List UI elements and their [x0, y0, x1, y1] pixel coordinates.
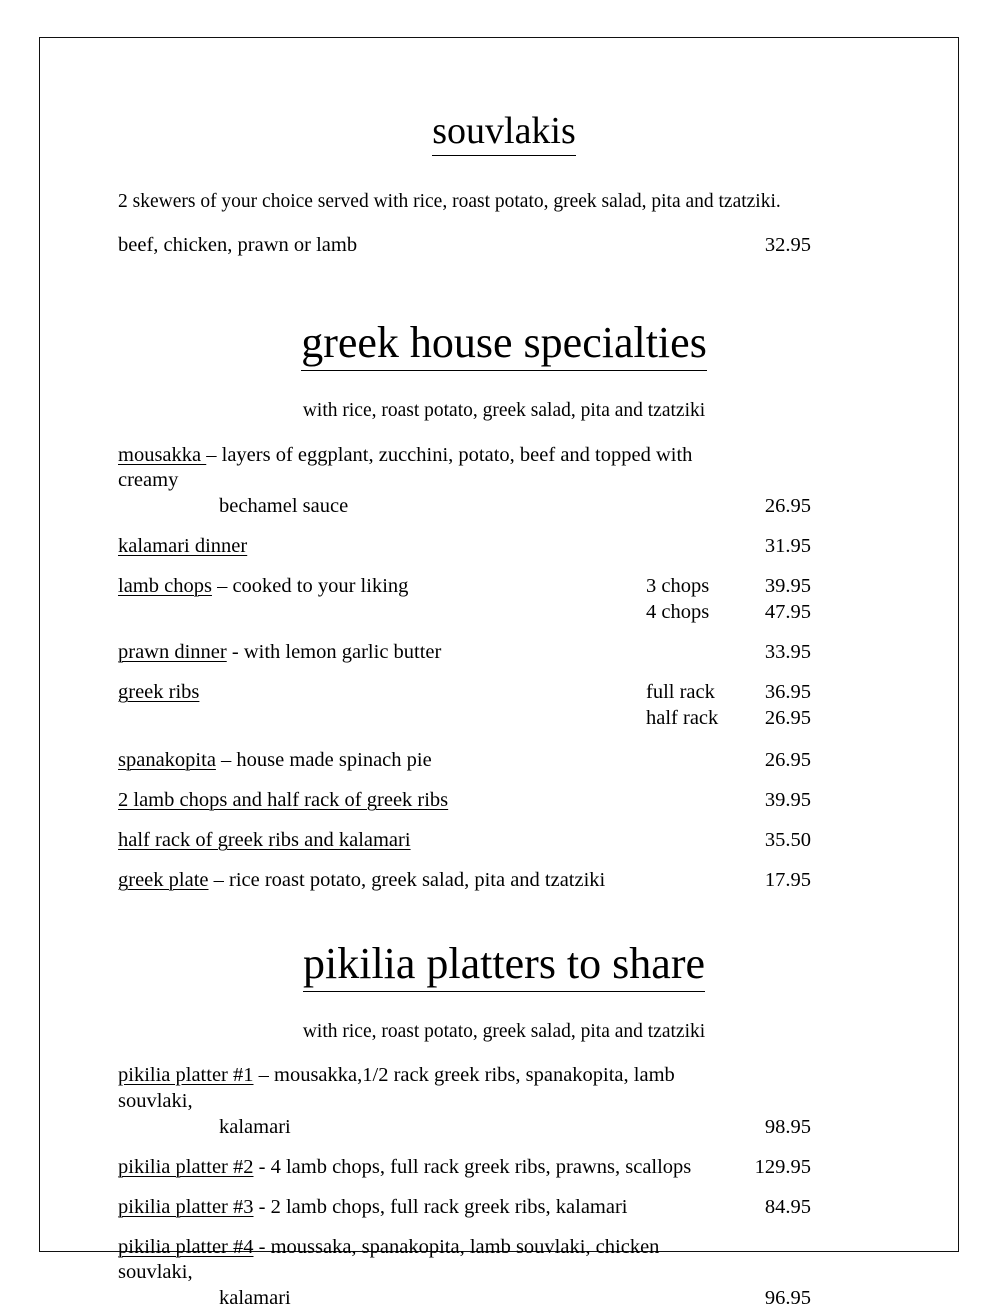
menu-item-continuation: kalamari: [219, 1115, 291, 1138]
menu-item-qualifier: 3 chops: [646, 575, 710, 598]
spacer: [118, 213, 890, 233]
menu-item-name: prawn dinner: [118, 641, 227, 664]
spacer: [118, 732, 890, 748]
menu-item-row[interactable]: [118, 534, 890, 560]
spacer: [118, 626, 890, 640]
menu-item-name: 2 lamb chops and half rack of greek ribs: [118, 789, 449, 812]
menu-item-row[interactable]: [118, 1235, 890, 1286]
menu-item-name: greek plate: [118, 869, 209, 892]
menu-item-price: 35.50: [764, 829, 811, 852]
menu-item-price: 39.95: [764, 575, 811, 598]
menu-item-row[interactable]: [118, 680, 890, 706]
menu-item-dash: –: [215, 749, 237, 772]
menu-item-name: pikilia platter #4: [118, 1235, 254, 1258]
menu-item-continuation: bechamel sauce: [219, 495, 349, 518]
menu-item-price: 26.95: [764, 707, 811, 730]
menu-item-description: layers of eggplant, zucchini, potato, beef and topped with creamy: [118, 443, 693, 492]
menu-item-row[interactable]: [118, 233, 890, 259]
menu-item-price: 129.95: [754, 1155, 811, 1178]
menu-item-dash: -: [253, 1195, 271, 1218]
menu-item-name: pikilia platter #3: [118, 1195, 254, 1218]
spacer: [118, 666, 890, 680]
menu-item-row[interactable]: [118, 1155, 890, 1181]
menu-item-text: [118, 1235, 890, 1286]
menu-item-price: 31.95: [764, 535, 811, 558]
menu-item-price: 96.95: [764, 1286, 811, 1309]
menu-item-name: pikilia platter #1: [118, 1064, 254, 1087]
menu-item-continuation-row[interactable]: [118, 1286, 890, 1312]
menu-item-price: 47.95: [764, 601, 811, 624]
menu-item-continuation-row[interactable]: [118, 1115, 890, 1141]
menu-item-description: rice roast potato, greek salad, pita and tzatziki: [229, 869, 606, 892]
spacer: [118, 1181, 890, 1195]
section-heading-souvlakis-text: souvlakis: [432, 110, 576, 156]
souvlakis-note: 2 skewers of your choice served with rice, roast potato, greek salad, pita and tzatziki.: [118, 191, 781, 212]
section-heading-greek-house-specialties-text: greek house specialties: [301, 318, 707, 371]
menu-item-description: 4 lamb chops, full rack greek ribs, prawns, scallops: [270, 1155, 692, 1178]
menu-item-name: greek ribs: [118, 681, 200, 704]
menu-item-name: kalamari dinner: [118, 535, 248, 558]
menu-item-row[interactable]: [118, 574, 890, 600]
menu-item-price: 26.95: [764, 749, 811, 772]
menu-item-dash: -: [253, 1235, 271, 1258]
spacer: [118, 423, 890, 443]
menu-item-row[interactable]: [118, 788, 890, 814]
menu-item-price: 32.95: [764, 234, 811, 257]
spacer: [118, 560, 890, 574]
spacer: [118, 520, 890, 534]
menu-item-row[interactable]: [118, 640, 890, 666]
spacer: [118, 1141, 890, 1155]
menu-content: [118, 38, 890, 1312]
menu-item-continuation: kalamari: [219, 1286, 291, 1309]
menu-item-name: spanakopita: [118, 749, 216, 772]
menu-item-text: [118, 443, 890, 494]
menu-item-description: mousakka,1/2 rack greek ribs, spanakopita, lamb souvlaki,: [118, 1064, 675, 1113]
menu-item-row[interactable]: [118, 443, 890, 494]
menu-item-description: with lemon garlic butter: [243, 641, 442, 664]
menu-item-price: 84.95: [764, 1195, 811, 1218]
menu-item-price: 26.95: [764, 495, 811, 518]
greek-house-specialties-subtitle: with rice, roast potato, greek salad, pita and tzatziki: [302, 400, 706, 422]
menu-item-row[interactable]: [118, 1063, 890, 1114]
menu-item-dash: -: [226, 641, 244, 664]
menu-item-price: 36.95: [764, 681, 811, 704]
section-heading-souvlakis: [118, 112, 890, 150]
menu-item-description: house made spinach pie: [236, 749, 432, 772]
menu-item-price: 98.95: [764, 1115, 811, 1138]
menu-item-name: lamb chops: [118, 575, 212, 598]
menu-item-dash: –: [208, 869, 229, 892]
menu-item-dash: -: [253, 1155, 271, 1178]
menu-item-qualifier: half rack: [646, 707, 719, 730]
pikilia-platters-subtitle: with rice, roast potato, greek salad, pita and tzatziki: [302, 1021, 706, 1043]
menu-item-description: moussaka, spanakopita, lamb souvlaki, chicken souvlaki,: [118, 1235, 660, 1284]
menu-item-row[interactable]: [118, 828, 890, 854]
spacer: [118, 854, 890, 868]
spacer: [118, 894, 890, 942]
section-heading-pikilia-platters-text: pikilia platters to share: [303, 939, 705, 992]
spacer: [118, 150, 890, 190]
menu-item-description: 2 lamb chops, full rack greek ribs, kalamari: [270, 1195, 628, 1218]
menu-page: [39, 37, 959, 1309]
menu-item-variant-row[interactable]: [118, 600, 890, 626]
menu-item-row[interactable]: [118, 1195, 890, 1221]
spacer: [118, 259, 890, 321]
section-heading-greek-house-specialties: [118, 318, 890, 368]
menu-item-description: cooked to your liking: [232, 575, 409, 598]
menu-item-name: half rack of greek ribs and kalamari: [118, 829, 411, 852]
menu-item-continuation-row[interactable]: [118, 494, 890, 520]
menu-item-dash: –: [211, 575, 233, 598]
menu-item-price: 39.95: [764, 789, 811, 812]
top-spacer: [118, 38, 890, 112]
menu-item-name: beef, chicken, prawn or lamb: [118, 234, 358, 257]
spacer: [118, 774, 890, 788]
menu-item-text: [118, 1063, 890, 1114]
spacer: [118, 814, 890, 828]
menu-item-name: mousakka: [118, 443, 207, 466]
spacer: [118, 1221, 890, 1235]
menu-item-dash: –: [206, 443, 222, 466]
menu-item-name: pikilia platter #2: [118, 1155, 254, 1178]
menu-item-price: 17.95: [764, 869, 811, 892]
menu-item-row[interactable]: [118, 868, 890, 894]
spacer: [118, 1043, 890, 1063]
menu-item-row[interactable]: [118, 748, 890, 774]
menu-item-qualifier: 4 chops: [646, 601, 710, 624]
menu-item-qualifier: full rack: [646, 681, 715, 704]
menu-item-dash: –: [253, 1064, 274, 1087]
menu-item-price: 33.95: [764, 641, 811, 664]
section-heading-pikilia-platters: [118, 939, 890, 989]
menu-item-variant-row[interactable]: [118, 706, 890, 732]
